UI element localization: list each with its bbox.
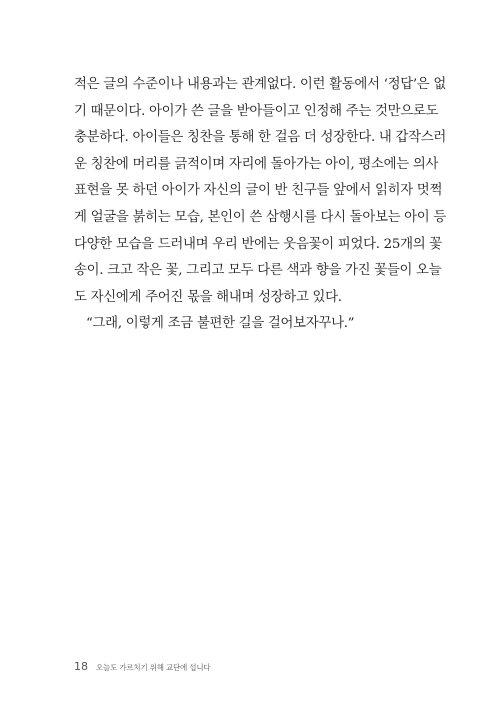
page-number: 18 — [74, 660, 88, 673]
quote-line: “그래, 이렇게 조금 불편한 길을 걸어보자꾸나.” — [86, 316, 355, 332]
paragraph-line: 다양한 모습을 드러내며 우리 반에는 웃음꽃이 피었다. 25개의 꽃 — [74, 236, 442, 252]
paragraph-line: 도 자신에게 주어진 몫을 해내며 성장하고 있다. — [74, 289, 342, 305]
running-title: 오늘도 가르치기 위해 교단에 섭니다 — [96, 663, 211, 672]
body-text — [74, 72, 447, 338]
paragraph-line: 적은 글의 수준이나 내용과는 관계없다. 이런 활동에서 ‘정답’은 없 — [74, 77, 447, 92]
paragraph-line: 충분하다. 아이들은 칭찬을 통해 한 걸음 더 성장한다. 내 갑작스러 — [74, 130, 447, 146]
paragraph-line: 게 얼굴을 붉히는 모습, 본인이 쓴 삼행시를 다시 돌아보는 아이 등 — [74, 209, 447, 225]
paragraph-line: 표현을 못 하던 아이가 자신의 글이 반 친구들 앞에서 읽히자 멋쩍 — [74, 183, 443, 199]
paragraph-line: 송이. 크고 작은 꽃, 그리고 모두 다른 색과 향을 가진 꽃들이 오늘 — [74, 263, 442, 279]
paragraph-line: 기 때문이다. 아이가 쓴 글을 받아들이고 인정해 주는 것만으로도 — [74, 103, 439, 119]
paragraph-line: 운 칭찬에 머리를 긁적이며 자리에 돌아가는 아이, 평소에는 의사 — [74, 156, 439, 172]
page-footer — [74, 660, 210, 673]
